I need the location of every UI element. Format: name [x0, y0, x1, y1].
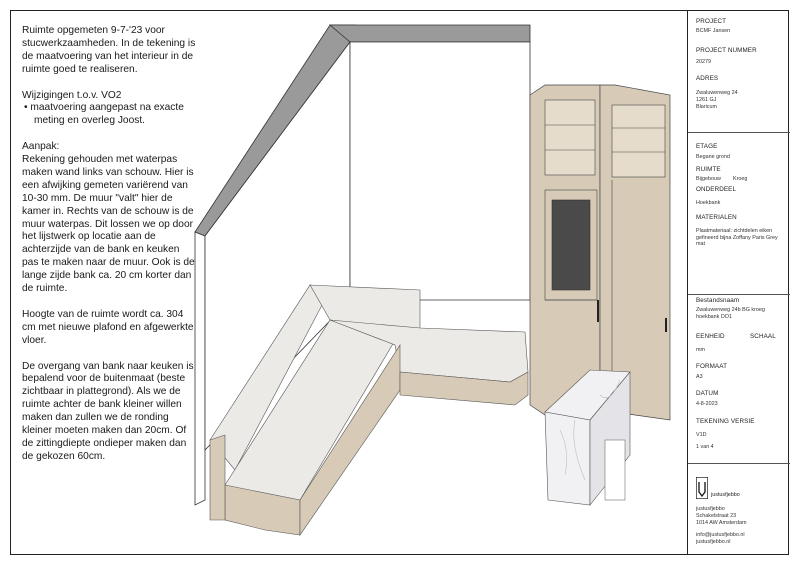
materials-label: MATERIALEN [696, 214, 737, 221]
room-value-1: Bijgebouw [696, 176, 721, 182]
note-transition-text: De overgang van bank naar keuken is bepalend voor de buitenmaat (beste zichtbaar in plattegrond). Als we de ruimte achter de bank kleiner willen maken dan zullen we de ronding kleiner moeten maken dan 20cm. Of de zittingdiepte ondieper maken dan de gekozen 60cm. [22, 360, 194, 462]
back-wall-top [330, 25, 530, 42]
filename-label: Bestandsnaam [696, 297, 740, 304]
left-wall-end [195, 232, 205, 505]
note-changes-bullet-text: maatvoering aangepast na exacte meting en overleg Joost. [30, 102, 184, 127]
project-label: PROJECT [696, 18, 727, 25]
title-block [687, 10, 789, 555]
divider [688, 463, 790, 464]
scale-label: SCHAAL [750, 333, 776, 340]
address-label: ADRES [696, 75, 719, 82]
filename-value: Zwaluwenweg 24b BG kroeg hoekbank DO1 [696, 307, 765, 320]
page-value: 1 van 4 [696, 444, 714, 450]
divider [688, 294, 790, 295]
note-approach-text: Rekening gehouden met waterpas maken wand links van schouw. Hier is een afwijking gemeten variërend van 10-30 mm. De muur "valt" hier de kamer in. Rechts van de schouw is de muur waterpas. Dit lossen we op door het lijstwerk op locatie aan de achterzijde van de bank en keuken pas te maken naar de muur. Ook is de lange zijde bank ca. 20 cm korter dan de ruimte. [22, 154, 195, 295]
unit-label: EENHEID [696, 333, 725, 340]
company-city: 1014 AW Amsterdam [696, 520, 747, 526]
company-email[interactable]: info@justusfjebbo.nl [696, 532, 745, 538]
company-street: Schakelstraat 23 [696, 513, 737, 519]
bench-end-panel [210, 435, 225, 520]
project-value: BCMF Jansen [696, 28, 731, 34]
company-logo-icon [696, 477, 708, 499]
part-label: ONDERDEEL [696, 186, 737, 193]
address-line2: 1261 GJ [696, 97, 717, 103]
date-label: DATUM [696, 390, 719, 397]
room-value-2: Kroeg [733, 176, 748, 182]
materials-value: Plaatmateriaal: zichtdelen eiken gefineerd bijna Zoffany Paris Grey mat [696, 228, 778, 247]
project-number-label: PROJECT NUMMER [696, 47, 757, 54]
note-changes-title: Wijzigingen t.o.v. VO2 [22, 89, 122, 101]
glass-door-pane [552, 200, 590, 290]
version-label: TEKENING VERSIE [696, 418, 755, 425]
format-label: FORMAAT [696, 363, 728, 370]
divider [688, 132, 790, 133]
date-value: 4-8-2023 [696, 401, 718, 407]
open-shelf-right [612, 105, 665, 177]
address-line1: Zwaluwenweg 24 [696, 90, 738, 96]
note-approach-title: Aanpak: [22, 141, 60, 153]
open-shelf-left [545, 100, 595, 175]
logo-text: justusfjebbo [711, 492, 740, 498]
marble-counter-inner [605, 440, 625, 500]
floor-value: Begane grond [696, 154, 730, 160]
project-number-value: 20279 [696, 59, 711, 65]
marble-counter-front [545, 412, 590, 505]
floor-label: ETAGE [696, 143, 718, 150]
unit-value: mm [696, 347, 705, 353]
back-wall-face [350, 42, 530, 300]
note-height-text: Hoogte van de ruimte wordt ca. 304 cm met nieuwe plafond en afgewerkte vloer. [22, 308, 194, 346]
notes-panel [22, 25, 197, 477]
cabinet-handle-right [665, 318, 667, 332]
room-label: RUIMTE [696, 166, 721, 173]
company-name: justusfjebbo [696, 506, 725, 512]
cabinet-handle-left [597, 300, 599, 322]
isometric-drawing [180, 15, 685, 550]
part-value: Hoekbank [696, 200, 721, 206]
company-web[interactable]: justusfjebbo.nl [696, 539, 731, 545]
note-changes-bullet: • maatvoering aangepast na exacte meting en overleg Joost. [24, 102, 184, 127]
version-value: V1D [696, 432, 707, 438]
format-value: A3 [696, 374, 703, 380]
address-line3: Blaricum [696, 104, 717, 110]
note-intro: Ruimte opgemeten 9-7-'23 voor stucwerkzaamheden. In de tekening is de maatvoering van het interieur in de ruimte goed te realiseren. [22, 25, 196, 75]
